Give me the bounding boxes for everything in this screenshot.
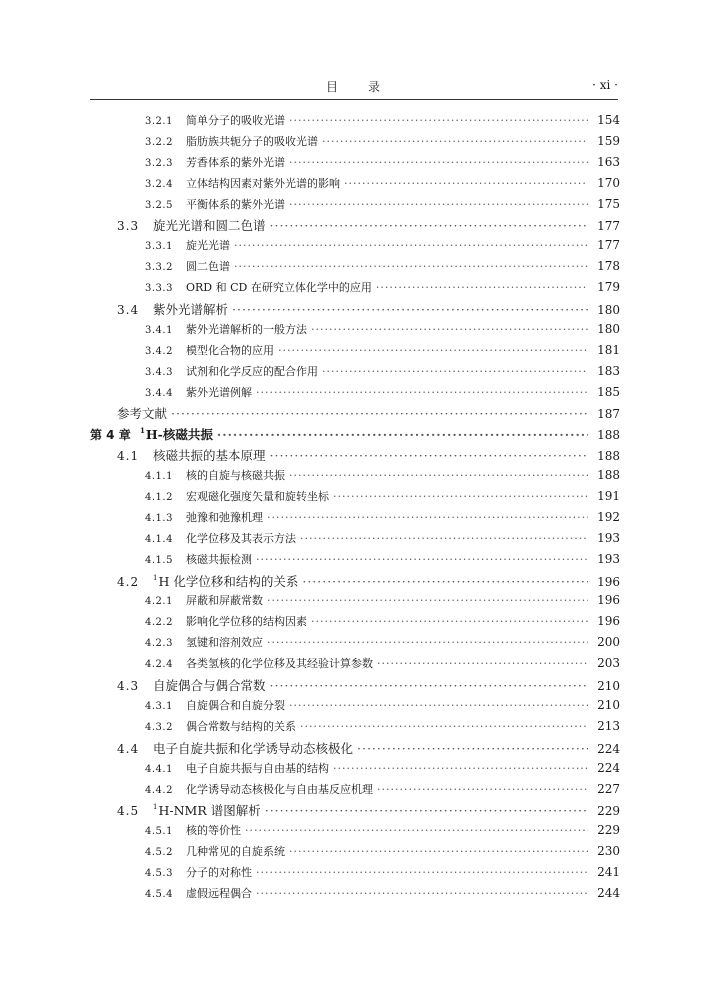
toc-entry-title-text: 紫外光谱解析: [153, 302, 229, 318]
toc-entry-number: 4.5.1: [145, 826, 173, 838]
toc-entry-number: 3.2.4: [145, 178, 173, 190]
toc-entry-title: [140, 425, 213, 443]
toc-entry-title-text: ORD 和 CD 在研究立体化学中的应用: [186, 281, 372, 295]
toc-entry-number: 3.4.1: [145, 324, 173, 336]
dot-leader: [289, 198, 588, 211]
toc-entry-title: [153, 446, 266, 464]
toc-entry-title: [186, 175, 340, 191]
toc-entry[interactable]: [0, 279, 620, 300]
toc-entry-title: [117, 404, 167, 422]
toc-entry[interactable]: [0, 718, 620, 739]
toc-entry-title-text: 脂肪族共轭分子的吸收光谱: [186, 134, 318, 148]
dot-leader: [256, 553, 588, 566]
toc-entry[interactable]: [0, 885, 620, 906]
toc-entry-number: 4.2.1: [145, 596, 173, 608]
toc-entry-title: [186, 551, 252, 567]
toc-entry-page: 193: [597, 530, 620, 545]
toc-entry-number: 3.2.3: [145, 157, 173, 169]
toc-entry[interactable]: [0, 822, 620, 843]
toc-entry-title-text: 化学诱导动态核极化与自由基反应机理: [186, 782, 373, 796]
toc-entry[interactable]: [0, 592, 620, 613]
toc-entry-title: [153, 300, 228, 318]
toc-entry[interactable]: [0, 404, 620, 425]
dot-leader: [171, 406, 588, 421]
toc-entry-page: 191: [597, 489, 620, 504]
toc-entry-number: 4.2.2: [145, 617, 173, 629]
dot-leader: [256, 887, 588, 900]
toc-entry-title: [186, 530, 296, 546]
toc-entry-page: 179: [597, 280, 620, 295]
toc-entry-number: 4.1.3: [145, 512, 173, 524]
toc-entry-number: 4.2.4: [145, 659, 173, 671]
dot-leader: [234, 260, 588, 273]
dot-leader: [267, 594, 588, 607]
toc-entry-title-text: 紫外光谱例解: [186, 385, 252, 399]
toc-entry-title: [153, 572, 298, 590]
toc-entry[interactable]: [0, 551, 620, 572]
toc-entry-title-text: H 化学位移和结构的关系: [158, 573, 299, 589]
toc-entry[interactable]: [0, 697, 620, 718]
toc-entry[interactable]: [0, 112, 620, 133]
toc-entry[interactable]: [0, 321, 620, 342]
toc-entry-title: [186, 133, 318, 149]
dot-leader: [267, 636, 588, 649]
dot-leader: [232, 302, 588, 317]
toc-entry[interactable]: [0, 634, 620, 655]
toc-entry-title: [186, 864, 252, 880]
toc-entry-number: 4.5.3: [145, 868, 173, 880]
dot-leader: [270, 678, 588, 693]
toc-entry-page: 196: [597, 574, 620, 589]
toc-entry-page: 200: [597, 635, 620, 650]
toc-entry[interactable]: [0, 488, 620, 509]
toc-entry-title-text: 圆二色谱: [186, 260, 230, 274]
dot-leader: [333, 490, 588, 503]
toc-entry-number: 4.5.4: [145, 888, 173, 900]
toc-entry-number: 3.4: [117, 303, 140, 318]
dot-leader: [256, 386, 588, 399]
dot-leader: [311, 323, 588, 336]
toc-entry-title: [186, 258, 230, 274]
toc-entry[interactable]: [0, 446, 620, 467]
toc-entry-title-text: 弛豫和弛豫机理: [186, 510, 263, 524]
toc-entry[interactable]: [0, 133, 620, 154]
toc-entry-number: 3.3.1: [145, 241, 173, 253]
toc-entry[interactable]: [0, 363, 620, 384]
toc-entry-title: [186, 196, 285, 212]
toc-entry-title-text: 芳香体系的紫外光谱: [186, 155, 285, 169]
dot-leader: [289, 114, 588, 127]
toc-entry-title-text: 自旋偶合与偶合常数: [153, 678, 266, 694]
toc-entry-number: 3.3.2: [145, 262, 173, 274]
toc-entry-title-text: 屏蔽和屏蔽常数: [186, 594, 263, 608]
toc-entry-page: 188: [597, 468, 620, 483]
toc-entry-title: [186, 154, 285, 170]
superscript-mass-number: 1: [153, 803, 158, 812]
toc-entry-title: [186, 613, 307, 629]
toc-entry-title-text: 紫外光谱解析的一般方法: [186, 322, 307, 336]
toc-entry-page: 244: [597, 885, 620, 900]
toc-entry[interactable]: [0, 613, 620, 634]
dot-leader: [333, 762, 588, 775]
toc-entry[interactable]: [0, 384, 620, 405]
toc-entry-number: 3.2.5: [145, 199, 173, 211]
toc-entry-title-text: 化学位移及其表示方法: [186, 531, 296, 545]
dot-leader: [265, 803, 588, 818]
toc-entry[interactable]: [0, 760, 620, 781]
toc-entry-page: 187: [597, 407, 620, 422]
toc-entry-page: 154: [597, 113, 620, 127]
toc-entry-page: 229: [597, 804, 620, 819]
toc-entry-title: [186, 885, 252, 901]
toc-entry-title: [186, 237, 230, 253]
toc-entry-title: [186, 781, 373, 797]
toc-entry-title-text: 核磁共振的基本原理: [153, 448, 266, 464]
toc-entry[interactable]: [0, 154, 620, 175]
toc-entry-title-text: 各类氢核的化学位移及其经验计算参数: [186, 657, 373, 671]
dot-leader: [377, 657, 588, 670]
toc-entry-title-text: 宏观磁化强度矢量和旋转坐标: [186, 490, 329, 504]
toc-entry-title-text: 偶合常数与结构的关系: [186, 719, 296, 733]
toc-entry[interactable]: [0, 864, 620, 885]
toc-entry-number: 4.4.1: [145, 763, 173, 775]
dot-leader: [234, 239, 588, 252]
toc-entry-page: 193: [597, 551, 620, 566]
dot-leader: [311, 615, 588, 628]
dot-leader: [322, 135, 588, 148]
toc-entry[interactable]: [0, 196, 620, 217]
toc-entry-title-text: 旋光光谱: [186, 239, 230, 253]
dot-leader: [377, 783, 588, 796]
toc-entry-title-text: 电子自旋共振与自由基的结构: [186, 761, 329, 775]
toc-entry-page: 177: [597, 238, 620, 253]
toc-entry-number: 4.5: [117, 804, 140, 819]
toc-entry-title: [186, 279, 372, 295]
dot-leader: [344, 177, 588, 190]
page-number: · xi ·: [592, 78, 618, 92]
toc-entry-title-text: 简单分子的吸收光谱: [186, 114, 285, 127]
toc-entry-title-text: 虚假远程偶合: [186, 886, 252, 900]
toc-entry[interactable]: [0, 300, 620, 321]
toc-entry-number: 3.3.3: [145, 283, 173, 295]
toc-entry[interactable]: [0, 781, 620, 802]
toc-entry[interactable]: [0, 655, 620, 676]
toc-entry-title-text: 核的等价性: [186, 824, 241, 838]
toc-entry-page: 203: [597, 656, 620, 671]
toc-entry-page: 210: [597, 679, 620, 694]
toc-entry-title-text: 模型化合物的应用: [186, 343, 274, 357]
toc-entry-title-text: 参考文献: [117, 406, 168, 422]
toc-entry-title-text: H-核磁共振: [145, 427, 213, 443]
toc-entry-number: 3.2.1: [145, 116, 173, 127]
toc-entry-title: [186, 822, 241, 838]
toc-entry-title: [186, 509, 263, 525]
toc-entry-page: 178: [597, 259, 620, 274]
toc-entry-number: 4.1.1: [145, 471, 173, 483]
dot-leader: [217, 427, 588, 442]
dot-leader: [302, 574, 588, 589]
toc-entry-number: 4.2.3: [145, 638, 173, 650]
toc-entry-title: [186, 363, 318, 379]
dot-leader: [270, 218, 588, 233]
toc-entry[interactable]: [0, 739, 620, 760]
dot-leader: [270, 448, 588, 463]
toc-entry-page: 177: [597, 219, 620, 234]
toc-entry-title: [186, 697, 285, 713]
dot-leader: [322, 365, 588, 378]
toc-entry-title: [153, 739, 353, 757]
dot-leader: [245, 824, 588, 837]
toc-entry-number: 4.3: [117, 679, 140, 694]
toc-entry-number: 4.3.1: [145, 700, 173, 712]
toc-entry-title: [186, 384, 252, 400]
toc-entry[interactable]: [0, 843, 620, 864]
toc-entry-title: [186, 760, 329, 776]
toc-entry-page: 213: [597, 718, 620, 733]
toc-entry-page: 196: [597, 614, 620, 629]
toc-entry-title-text: 氢键和溶剂效应: [186, 636, 263, 650]
toc-entry-page: 185: [597, 384, 620, 399]
toc-entry-page: 192: [597, 509, 620, 524]
toc-entry-page: 175: [597, 196, 620, 211]
toc-entry-number: 4.4: [117, 741, 140, 756]
toc-entry-title-text: 旋光光谱和圆二色谱: [153, 218, 266, 234]
toc-entry-title: [186, 342, 274, 358]
toc-entry-page: 224: [597, 760, 620, 775]
toc-entry-page: 196: [597, 593, 620, 608]
toc-entry-title-text: 影响化学位移的结构因素: [186, 615, 307, 629]
toc-entry[interactable]: [0, 216, 620, 237]
toc-entry-page: 183: [597, 363, 620, 378]
dot-leader: [289, 156, 588, 169]
dot-leader: [289, 469, 588, 482]
superscript-mass-number: 1: [153, 573, 158, 582]
toc-entry-title-text: 自旋偶合和自旋分裂: [186, 698, 285, 712]
page-header: [90, 76, 618, 98]
toc-entry-title: [186, 321, 307, 337]
toc-entry-title-text: 平衡体系的紫外光谱: [186, 197, 285, 211]
toc-entry[interactable]: [0, 425, 620, 446]
toc-entry-page: 230: [597, 844, 620, 859]
toc-entry-title: [153, 801, 261, 819]
toc-entry-number: 4.1.2: [145, 492, 173, 504]
toc-entry-title: [186, 634, 263, 650]
toc-entry-number: 4.1.4: [145, 533, 173, 545]
toc-entry-title: [186, 467, 285, 483]
table-of-contents: [0, 112, 706, 906]
toc-entry-page: 180: [597, 321, 620, 336]
toc-entry-title: [153, 216, 266, 234]
toc-entry-title: [186, 112, 285, 128]
toc-entry-number: 3.2.2: [145, 136, 173, 148]
toc-entry-title-text: 电子自旋共振和化学诱导动态核极化: [153, 740, 354, 756]
toc-entry-title-text: 立体结构因素对紫外光谱的影响: [186, 176, 340, 190]
dot-leader: [300, 720, 588, 733]
toc-entry-page: 180: [597, 303, 620, 318]
toc-entry-title-text: 分子的对称性: [186, 866, 252, 880]
toc-entry-page: 188: [597, 449, 620, 464]
toc-entry[interactable]: [0, 237, 620, 258]
dot-leader: [256, 866, 588, 879]
dot-leader: [376, 281, 588, 294]
dot-leader: [267, 511, 588, 524]
toc-entry[interactable]: [0, 801, 620, 822]
superscript-mass-number: 1: [140, 426, 145, 436]
dot-leader: [300, 532, 588, 545]
page-title: 目 录: [325, 80, 382, 94]
header-rule: [90, 99, 618, 100]
toc-entry[interactable]: [0, 258, 620, 279]
toc-entry-title: [186, 488, 329, 504]
toc-entry-number: 4.1.5: [145, 554, 173, 566]
toc-entry-page: 241: [597, 865, 620, 880]
toc-entry-number: 3.4.3: [145, 366, 173, 378]
toc-entry-page: 188: [597, 428, 620, 443]
toc-entry[interactable]: [0, 342, 620, 363]
toc-entry-title-text: H-NMR 谱图解析: [158, 803, 261, 819]
toc-entry-page: 159: [597, 133, 620, 148]
toc-entry[interactable]: [0, 530, 620, 551]
toc-entry-title: [186, 592, 263, 608]
toc-entry-page: 224: [597, 741, 620, 756]
toc-entry-title: [186, 843, 285, 859]
toc-entry-page: 210: [597, 697, 620, 712]
toc-entry-number: 3.4.2: [145, 345, 173, 357]
toc-entry-number: 3.3: [117, 219, 140, 234]
dot-leader: [278, 344, 588, 357]
dot-leader: [289, 845, 588, 858]
toc-entry-page: 227: [597, 781, 620, 796]
toc-entry-page: 229: [597, 823, 620, 838]
toc-entry-number: 4.1: [117, 449, 140, 464]
toc-entry-title: [186, 655, 373, 671]
toc-entry-title-text: 核磁共振检测: [186, 552, 252, 566]
toc-entry-page: 181: [597, 342, 620, 357]
toc-entry-page: 170: [597, 175, 620, 190]
dot-leader: [357, 741, 588, 756]
toc-entry-number: 4.3.2: [145, 721, 173, 733]
toc-entry-title-text: 几种常见的自旋系统: [186, 845, 285, 859]
toc-entry-number: 第 4 章: [90, 428, 131, 443]
toc-entry[interactable]: [0, 676, 620, 697]
toc-entry-title-text: 核的自旋与核磁共振: [186, 469, 285, 483]
toc-entry-number: 3.4.4: [145, 387, 173, 399]
toc-entry[interactable]: [0, 572, 620, 593]
toc-entry-number: 4.4.2: [145, 784, 173, 796]
toc-entry[interactable]: [0, 509, 620, 530]
toc-entry-number: 4.5.2: [145, 847, 173, 859]
dot-leader: [289, 699, 588, 712]
toc-entry-page: 163: [597, 154, 620, 169]
toc-entry[interactable]: [0, 175, 620, 196]
toc-entry-title: [186, 718, 296, 734]
toc-entry-title-text: 试剂和化学反应的配合作用: [186, 364, 318, 378]
toc-entry-title: [153, 676, 266, 694]
toc-entry[interactable]: [0, 467, 620, 488]
toc-entry-number: 4.2: [117, 574, 140, 589]
